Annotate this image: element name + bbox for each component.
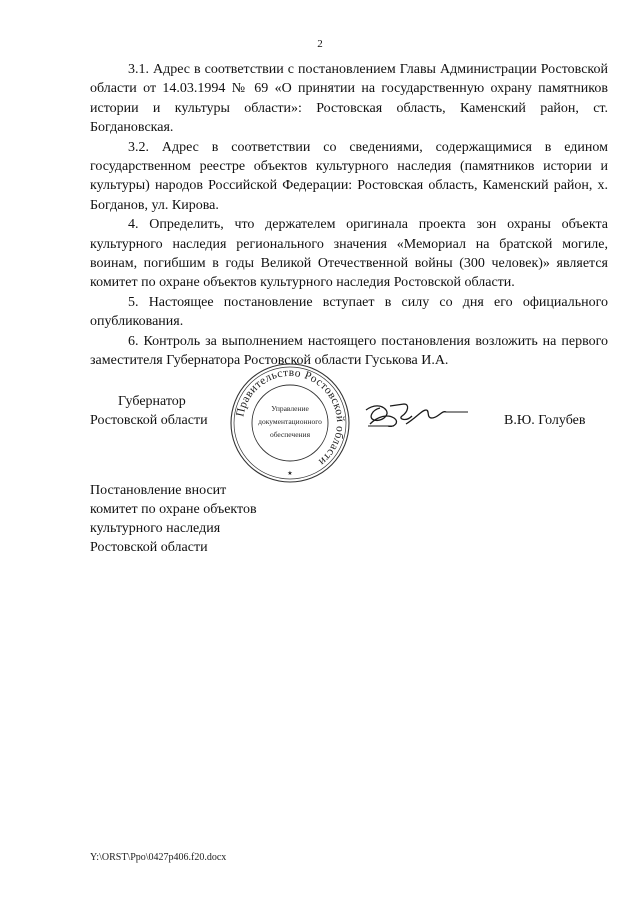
paragraph-3-1: 3.1. Адрес в соответствии с постановлением Главы Администрации Ростовской области от 14.03.1994 № 69 «О принятии на государственную охрану памятников истории и культуры области»: Ростовская область, Каменский район, ст. Богдановская.	[90, 62, 608, 136]
origin-note-line4: Ростовской области	[90, 540, 208, 555]
stamp-center-line1: Управление	[271, 404, 309, 413]
stamp-center-line3: обеспечения	[269, 430, 311, 439]
origin-note-line2: комитет по охране объектов	[90, 502, 257, 517]
origin-note-line1: Постановление вносит	[90, 483, 227, 498]
page-number: 2	[317, 38, 323, 50]
paragraph-5: 5. Настоящее постановление вступает в силу со дня его официального опубликования.	[90, 294, 608, 330]
origin-note-line3: культурного наследия	[90, 521, 221, 536]
origin-note	[90, 481, 257, 557]
paragraph-4: 4. Определить, что держателем оригинала проекта зон охраны объекта культурного наследия регионального значения «Мемориал на братской могиле, воинам, погибшим в годы Великой Отечественной войны (300 человек)» является комитет по охране объектов культурного наследия Ростовской области.	[90, 217, 608, 291]
handwritten-signature	[360, 396, 470, 436]
signatory-name: В.Ю. Голубев	[504, 413, 586, 428]
signatory-title-line1: Губернатор	[118, 394, 186, 409]
footer-file-path: Y:\ORST\Ppo\0427p406.f20.docx	[90, 852, 227, 863]
official-stamp	[228, 362, 352, 484]
signatory-title-line2: Ростовской области	[90, 413, 208, 428]
stamp-center-line2: документационного	[258, 417, 322, 426]
signatory-title	[90, 392, 208, 430]
decree-body	[90, 60, 608, 371]
paragraph-3-2: 3.2. Адрес в соответствии со сведениями, содержащимися в едином государственном реестре объектов культурного наследия (памятников истории и культуры) народов Российской Федерации: Ростовская область, Каменский район, х. Богданов, ул. Кирова.	[90, 139, 608, 213]
stamp-ring-text: Правительство Ростовской области	[234, 366, 347, 468]
paragraph-6: 6. Контроль за выполнением настоящего постановления возложить на первого заместителя Губернатора Ростовской области Гуськова И.А.	[90, 333, 608, 369]
stamp-star-icon: ★	[287, 470, 293, 477]
